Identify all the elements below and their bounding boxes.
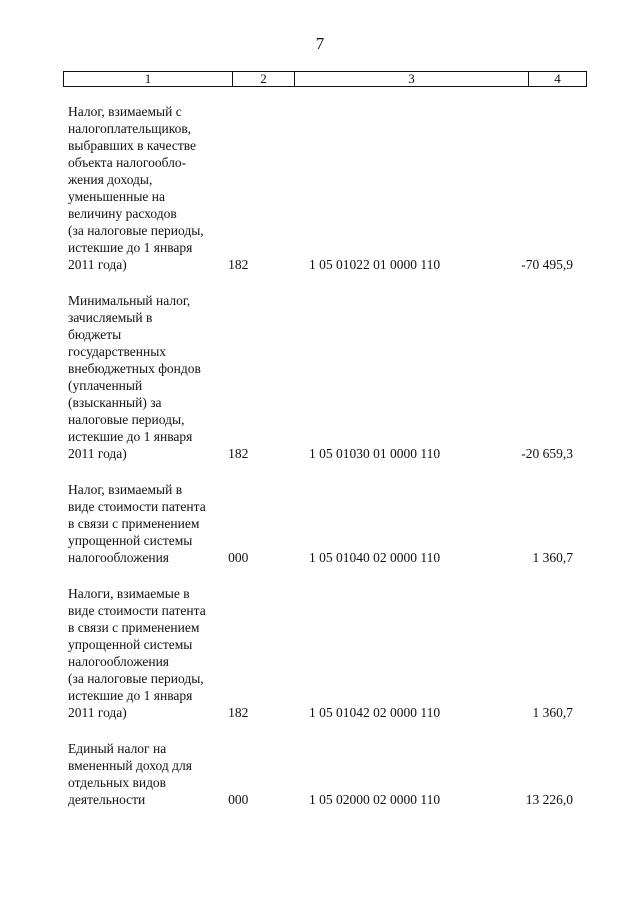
row-name-line: бюджеты bbox=[68, 327, 122, 342]
table-row bbox=[63, 740, 586, 808]
column-header-table bbox=[63, 71, 587, 87]
row-name-line: истекшие до 1 января bbox=[68, 240, 193, 255]
row-name-line: Налог, взимаемый в bbox=[68, 482, 183, 497]
row-admin-code: 182 bbox=[228, 446, 249, 461]
row-name-line: 2011 года) bbox=[68, 257, 127, 272]
row-name-line: жения доходы, bbox=[68, 172, 153, 187]
row-name-line: виде стоимости патента bbox=[68, 499, 206, 514]
row-name-line: налоговые периоды, bbox=[68, 412, 185, 427]
row-name-line: деятельности bbox=[68, 792, 146, 807]
row-name-line: упрощенной системы bbox=[68, 533, 193, 548]
row-amount: -20 659,3 bbox=[521, 446, 573, 461]
row-name-line: Налог, взимаемый с bbox=[68, 104, 182, 119]
row-name-line: зачисляемый в bbox=[68, 310, 153, 325]
row-admin-code: 182 bbox=[228, 257, 249, 272]
row-name bbox=[63, 740, 207, 808]
row-name-line: Единый налог на bbox=[68, 741, 167, 756]
row-budget-code: 1 05 01042 02 0000 110 bbox=[309, 705, 441, 720]
column-header-row bbox=[64, 72, 587, 87]
column-header-1: 1 bbox=[64, 72, 233, 87]
table-row bbox=[63, 585, 586, 721]
row-name-line: (за налоговые периоды, bbox=[68, 671, 204, 686]
row-budget-code: 1 05 01040 02 0000 110 bbox=[309, 550, 441, 565]
row-name-line: внебюджетных фондов bbox=[68, 361, 201, 376]
row-name-line: налогообложения bbox=[68, 654, 170, 669]
row-name-line: вмененный доход для bbox=[68, 758, 192, 773]
row-name-line: уменьшенные на bbox=[68, 189, 165, 204]
row-name-line: налогообложения bbox=[68, 550, 170, 565]
row-name-line: в связи с применением bbox=[68, 620, 200, 635]
row-name-line: истекшие до 1 января bbox=[68, 688, 193, 703]
row-budget-code: 1 05 01030 01 0000 110 bbox=[309, 446, 441, 461]
row-name-line: государственных bbox=[68, 344, 167, 359]
row-name-line: 2011 года) bbox=[68, 446, 127, 461]
row-name bbox=[63, 103, 207, 273]
table-row bbox=[63, 103, 586, 273]
row-name-line: истекшие до 1 января bbox=[68, 429, 193, 444]
row-name bbox=[63, 481, 207, 566]
column-header-3: 3 bbox=[295, 72, 529, 87]
row-name-line: (за налоговые периоды, bbox=[68, 223, 204, 238]
row-name-line: (взысканный) за bbox=[68, 395, 162, 410]
row-amount: 1 360,7 bbox=[532, 550, 573, 565]
page-number: 7 bbox=[315, 34, 325, 53]
row-name-line: в связи с применением bbox=[68, 516, 200, 531]
row-name bbox=[63, 585, 207, 721]
row-name-line: отдельных видов bbox=[68, 775, 167, 790]
table-row bbox=[63, 481, 586, 566]
row-name-line: Минимальный налог, bbox=[68, 293, 191, 308]
row-admin-code: 000 bbox=[228, 550, 249, 565]
row-name-line: налогоплательщиков, bbox=[68, 121, 192, 136]
row-name bbox=[63, 292, 207, 462]
row-name-line: объекта налогообло- bbox=[68, 155, 187, 170]
row-name-line: величину расходов bbox=[68, 206, 177, 221]
row-budget-code: 1 05 01022 01 0000 110 bbox=[309, 257, 441, 272]
row-budget-code: 1 05 02000 02 0000 110 bbox=[309, 792, 441, 807]
table-row bbox=[63, 292, 586, 462]
row-name-line: виде стоимости патента bbox=[68, 603, 206, 618]
row-amount: 1 360,7 bbox=[532, 705, 573, 720]
row-amount: 13 226,0 bbox=[525, 792, 573, 807]
row-name-line: выбравших в качестве bbox=[68, 138, 197, 153]
column-header-2: 2 bbox=[233, 72, 295, 87]
row-name-line: 2011 года) bbox=[68, 705, 127, 720]
row-admin-code: 000 bbox=[228, 792, 249, 807]
row-name-line: Налоги, взимаемые в bbox=[68, 586, 190, 601]
row-amount: -70 495,9 bbox=[521, 257, 573, 272]
row-name-line: (уплаченный bbox=[68, 378, 143, 393]
row-admin-code: 182 bbox=[228, 705, 249, 720]
row-name-line: упрощенной системы bbox=[68, 637, 193, 652]
table-body bbox=[63, 103, 586, 827]
column-header-4: 4 bbox=[529, 72, 587, 87]
